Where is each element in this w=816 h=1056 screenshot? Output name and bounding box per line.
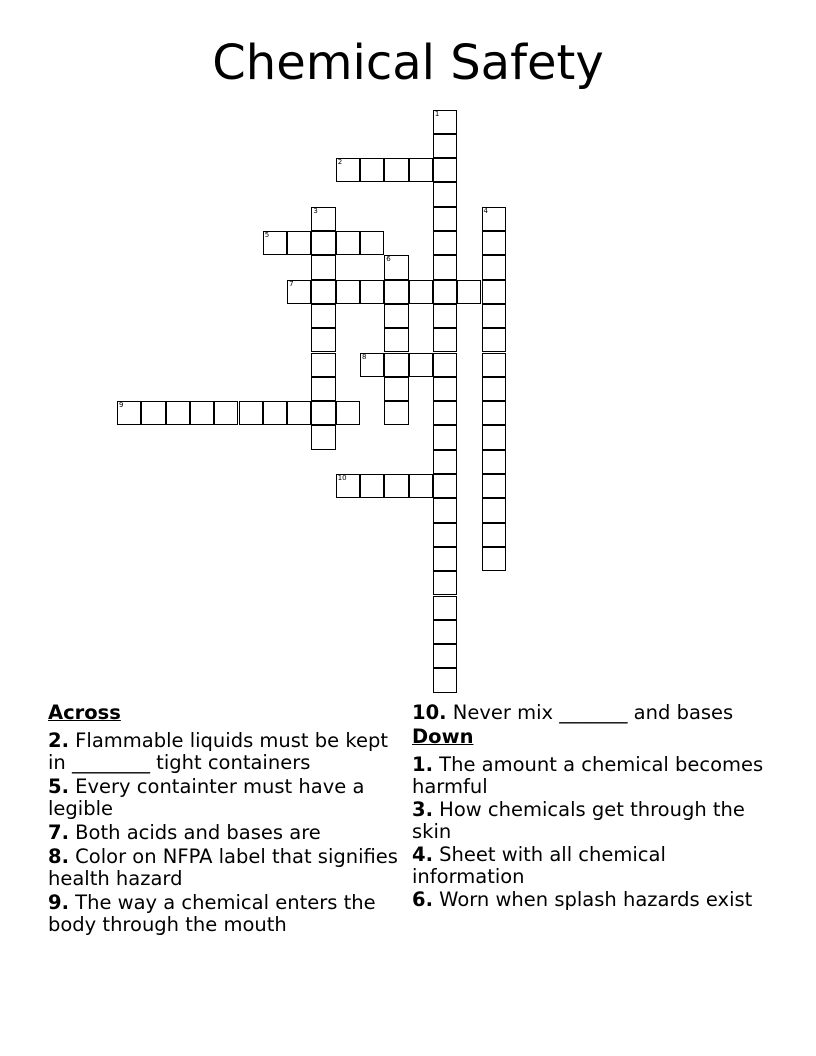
clue-across-5 [48,776,398,820]
grid-cell[interactable] [384,304,408,328]
clue-down-4 [412,844,772,888]
grid-cell[interactable] [360,474,384,498]
grid-cell[interactable] [360,158,384,182]
grid-cell[interactable] [166,401,190,425]
grid-cell[interactable] [311,280,335,304]
grid-cell[interactable] [482,280,506,304]
grid-cell[interactable] [433,158,457,182]
grid-cell[interactable] [433,110,457,134]
grid-cell[interactable] [384,255,408,279]
cell-number: 10 [337,474,347,482]
grid-cell[interactable] [311,255,335,279]
grid-cell[interactable] [433,401,457,425]
grid-cell[interactable] [433,644,457,668]
grid-cell[interactable] [433,450,457,474]
clue-text: Both acids and bases are [68,821,321,844]
grid-cell[interactable] [263,231,287,255]
grid-cell[interactable] [433,134,457,158]
grid-cell[interactable] [336,474,360,498]
clue-number: 7. [48,821,69,844]
grid-cell[interactable] [360,231,384,255]
grid-cell[interactable] [433,474,457,498]
page-title: Chemical Safety [212,35,604,91]
grid-cell[interactable] [384,377,408,401]
grid-cell[interactable] [287,231,311,255]
grid-cell[interactable] [360,353,384,377]
clue-across-7 [48,822,398,844]
grid-cell[interactable] [433,328,457,352]
grid-cell[interactable] [433,523,457,547]
cell-number: 1 [434,109,440,118]
clue-across-2 [48,730,398,774]
grid-cell[interactable] [311,377,335,401]
grid-cell[interactable] [482,255,506,279]
clue-number: 10. [412,701,447,724]
grid-cell[interactable] [482,328,506,352]
grid-cell[interactable] [482,231,506,255]
grid-cell[interactable] [336,158,360,182]
clue-across-10 [412,702,772,724]
grid-cell[interactable] [433,668,457,692]
grid-cell[interactable] [384,328,408,352]
grid-cell[interactable] [433,377,457,401]
grid-cell[interactable] [384,474,408,498]
grid-cell[interactable] [141,401,165,425]
down-clues [412,702,772,912]
grid-cell[interactable] [336,401,360,425]
clue-down-6 [412,889,772,911]
clue-text: The way a chemical enters the body through the mouth [48,891,376,936]
clue-across-9 [48,892,398,936]
grid-cell[interactable] [384,158,408,182]
grid-cell[interactable] [311,231,335,255]
grid-cell[interactable] [457,280,481,304]
clue-text: Color on NFPA label that signifies health hazard [48,845,398,890]
clue-across-8 [48,846,398,890]
clue-number: 2. [48,729,69,752]
grid-cell[interactable] [311,425,335,449]
grid-cell[interactable] [409,158,433,182]
clue-down-1 [412,754,772,798]
clue-number: 8. [48,845,69,868]
grid-cell[interactable] [409,474,433,498]
clue-text: Sheet with all chemical information [412,843,666,888]
grid-cell[interactable] [117,401,141,425]
grid-cell[interactable] [433,255,457,279]
clue-text: How chemicals get through the skin [412,798,745,843]
grid-cell[interactable] [384,280,408,304]
clue-text: Flammable liquids must be kept in ________ tight containers [48,729,388,774]
grid-cell[interactable] [433,182,457,206]
cell-number: 3 [313,206,318,215]
grid-cell[interactable] [433,620,457,644]
grid-cell[interactable] [384,353,408,377]
grid-cell[interactable] [482,450,506,474]
grid-cell[interactable] [239,401,263,425]
grid-cell[interactable] [482,498,506,522]
grid-cell[interactable] [482,474,506,498]
grid-cell[interactable] [190,401,214,425]
grid-cell[interactable] [336,231,360,255]
clue-number: 4. [412,843,433,866]
grid-cell[interactable] [433,280,457,304]
grid-cell[interactable] [433,425,457,449]
grid-cell[interactable] [311,207,335,231]
clue-down-3 [412,799,772,843]
grid-cell[interactable] [482,304,506,328]
cell-number: 2 [337,158,343,167]
grid-cell[interactable] [433,304,457,328]
grid-cell[interactable] [482,401,506,425]
grid-cell[interactable] [482,425,506,449]
grid-cell[interactable] [433,231,457,255]
grid-cell[interactable] [433,547,457,571]
grid-cell[interactable] [482,353,506,377]
cell-number: 8 [362,352,367,361]
grid-cell[interactable] [384,401,408,425]
down-heading: Down [412,725,474,748]
grid-cell[interactable] [287,401,311,425]
grid-cell[interactable] [433,571,457,595]
grid-cell[interactable] [482,377,506,401]
grid-cell[interactable] [482,523,506,547]
clue-text: The amount a chemical becomes harmful [412,753,764,798]
grid-cell[interactable] [287,280,311,304]
clue-number: 3. [412,798,433,821]
grid-cell[interactable] [433,207,457,231]
grid-cell[interactable] [336,280,360,304]
clue-number: 9. [48,891,69,914]
clue-number: 6. [412,888,433,911]
cell-number: 5 [264,231,270,239]
grid-cell[interactable] [482,207,506,231]
clue-text: Never mix _______ and bases [446,701,734,724]
grid-cell[interactable] [433,596,457,620]
grid-cell[interactable] [311,328,335,352]
grid-cell[interactable] [263,401,287,425]
grid-cell[interactable] [482,547,506,571]
cell-number: 4 [483,206,488,215]
clue-number: 1. [412,753,433,776]
clue-text: Worn when splash hazards exist [432,888,753,911]
clue-text: Every containter must have a legible [48,775,365,820]
across-heading: Across [48,701,121,724]
grid-cell[interactable] [433,498,457,522]
grid-cell[interactable] [311,304,335,328]
grid-cell[interactable] [214,401,238,425]
grid-cell[interactable] [311,401,335,425]
grid-cell[interactable] [409,280,433,304]
across-clues [48,702,398,938]
clue-number: 5. [48,775,69,798]
grid-cell[interactable] [360,280,384,304]
cell-number: 9 [119,401,124,410]
grid-cell[interactable] [409,353,433,377]
cell-number: 6 [386,255,391,264]
grid-cell[interactable] [311,353,335,377]
cell-number: 7 [289,279,294,288]
grid-cell[interactable] [433,353,457,377]
